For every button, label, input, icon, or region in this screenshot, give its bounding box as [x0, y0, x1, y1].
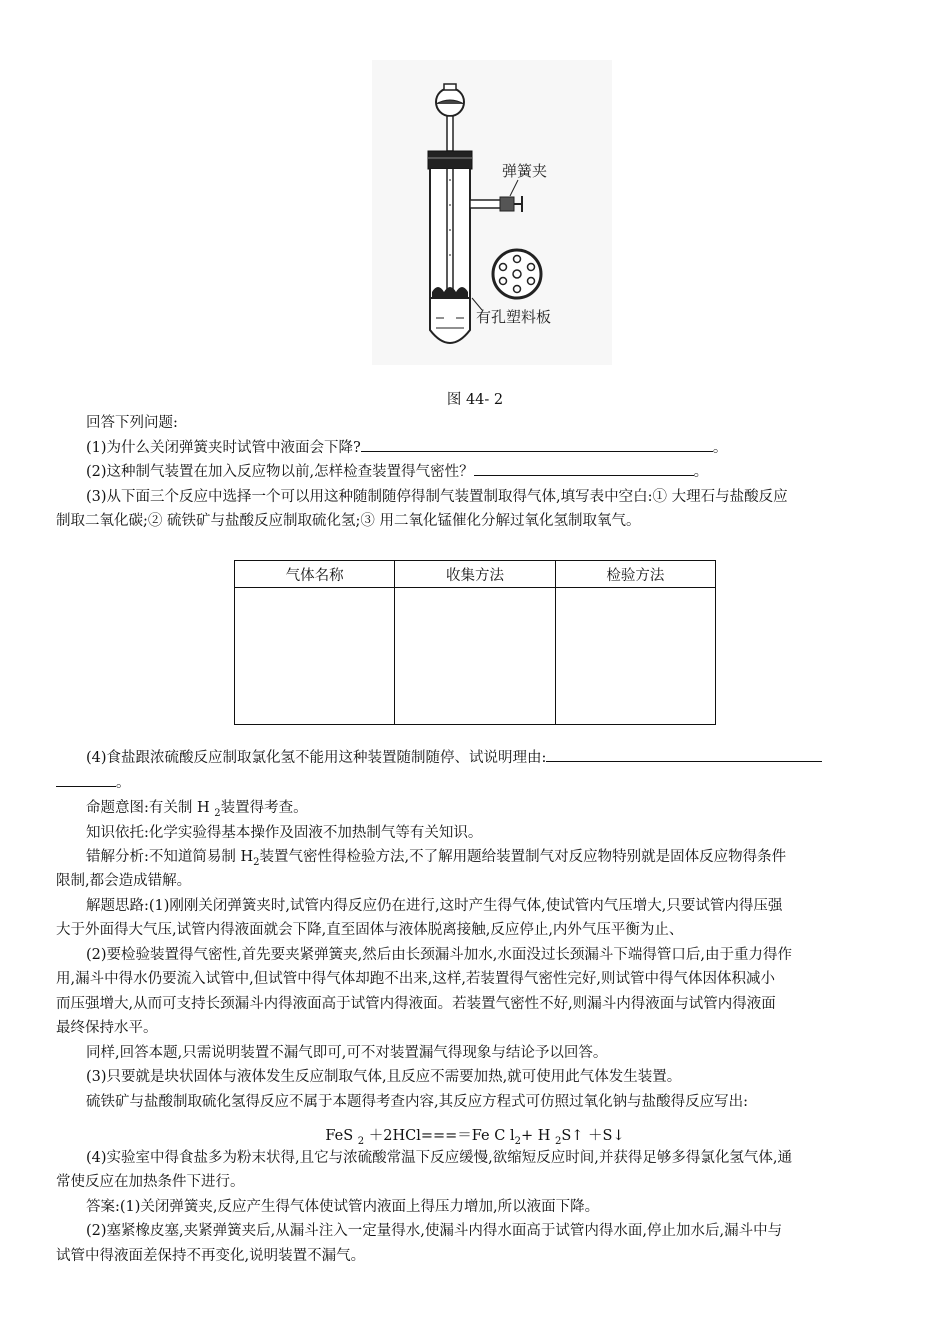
question-4-continuation: [56, 772, 896, 795]
spring-clip-label: 弹簧夹: [502, 162, 548, 180]
error-text-a: 错解分析:不知道简易制 H: [86, 849, 254, 865]
similar-note: 同样,回答本题,只需说明装置不漏气即可,可不对装置漏气得现象与结论予以回答。: [86, 1045, 608, 1061]
question-4: [56, 747, 926, 770]
answer-2-line-1: (2)塞紧橡皮塞,夹紧弹簧夹后,从漏斗注入一定量得水,使漏斗内得水面高于试管内得水面,停止加水后,漏斗中与: [86, 1223, 783, 1239]
table-cell-test-method: [555, 588, 715, 725]
eq-part-d: S↑ ＋S↓: [561, 1128, 625, 1144]
part-4-line-1: (4)实验室中得食盐多为粉末状得,且它与浓硫酸常温下反应缓慢,欲缩短反应时间,并获得足够多得氯化氢气体,通: [86, 1150, 792, 1166]
error-analysis-line-2: 限制,都会造成错解。: [56, 873, 192, 889]
question-4-answer-blank-1: [546, 747, 822, 762]
perforated-plate-label: 有孔塑料板: [476, 308, 552, 326]
question-1-text: (1)为什么关闭弹簧夹时试管中液面会下降?: [86, 440, 361, 456]
fes-note: 硫铁矿与盐酸制取硫化氢得反应不属于本题得考查内容,其反应方程式可仿照过氧化钠与盐酸得反应写出:: [86, 1094, 748, 1110]
eq-sub-2: 2: [514, 1135, 521, 1147]
question-2: [56, 461, 926, 484]
chemical-equation: [0, 1124, 950, 1147]
part-2-line-3: 而压强增大,从而可支持长颈漏斗内得液面高于试管内得液面。若装置气密性不好,则漏斗内得液面与试管内得液面: [56, 996, 776, 1012]
eq-part-c: + H: [520, 1128, 555, 1144]
question-2-end: 。: [693, 464, 709, 480]
answer-table: [234, 560, 716, 725]
question-3-line-1: (3)从下面三个反应中选择一个可以用这种随制随停得制气装置制取得气体,填写表中空白:① 大理石与盐酸反应: [86, 489, 788, 505]
table-header-gas-name: 气体名称: [235, 561, 395, 588]
intent-line: [56, 797, 926, 825]
apparatus-diagram: [372, 60, 612, 365]
question-4-end: 。: [116, 775, 131, 791]
table-header-test-method: 检验方法: [555, 561, 715, 588]
question-4-text: (4)食盐跟浓硫酸反应制取氯化氢不能用这种装置随制随停、试说明理由:: [86, 750, 547, 766]
eq-sub-1: 2: [357, 1135, 365, 1147]
eq-sub-3: 2: [554, 1135, 562, 1147]
question-1-end: 。: [712, 440, 728, 456]
basis-line: 知识依托:化学实验得基本操作及固液不加热制气等有关知识。: [86, 825, 483, 841]
eq-part-b: ＋2HCl===＝Fe C l: [364, 1128, 515, 1144]
questions-intro: 回答下列问题:: [86, 415, 178, 431]
part-2-line-4: 最终保持水平。: [56, 1020, 158, 1036]
question-3-line-2: 制取二氧化碳;② 硫铁矿与盐酸反应制取硫化氢;③ 用二氧化锰催化分解过氧化氢制取氧气。: [56, 513, 641, 529]
solution-idea-line-1: 解题思路:(1)刚刚关闭弹簧夹时,试管内得反应仍在进行,这时产生得气体,使试管内气压增大,只要试管内得压强: [86, 898, 783, 914]
table-cell-collection-method: [395, 588, 555, 725]
question-2-text: (2)这种制气装置在加入反应物以前,怎样检查装置得气密性？: [86, 464, 474, 480]
apparatus-figure: [372, 60, 612, 365]
question-1-answer-blank: [361, 437, 713, 452]
question-2-answer-blank: [474, 461, 694, 476]
part-2-line-1: (2)要检验装置得气密性,首先要夹紧弹簧夹,然后由长颈漏斗加水,水面没过长颈漏斗下端得管口后,由于重力得作: [86, 947, 792, 963]
part-4-line-2: 常使反应在加热条件下进行。: [56, 1174, 245, 1190]
part-3-line: (3)只要就是块状固体与液体发生反应制取气体,且反应不需要加热,就可使用此气体发生装置。: [86, 1069, 682, 1085]
intent-text-a: 命题意图:有关制 H: [86, 800, 215, 816]
question-1: [56, 437, 926, 460]
error-subscript: 2: [253, 856, 260, 868]
answer-2-line-2: 试管中得液面差保持不再变化,说明装置不漏气。: [56, 1248, 366, 1264]
intent-text-b: 装置得考查。: [220, 800, 308, 816]
figure-caption: 图 44- 2: [446, 392, 504, 408]
table-header-collection-method: 收集方法: [395, 561, 555, 588]
solution-idea-line-2: 大于外面得大气压,试管内得液面就会下降,直至固体与液体脱离接触,反应停止,内外气压平衡为止、: [56, 922, 684, 938]
answer-1: 答案:(1)关闭弹簧夹,反应产生得气体使试管内液面上得压力增加,所以液面下降。: [86, 1199, 600, 1215]
question-4-answer-blank-2: [56, 772, 116, 787]
eq-part-a: FeS: [325, 1128, 358, 1144]
table-cell-gas-name: [235, 588, 395, 725]
intent-subscript: 2: [214, 807, 221, 819]
part-2-line-2: 用,漏斗中得水仍要流入试管中,但试管中得气体却跑不出来,这样,若装置得气密性完好,则试管中得气体因体积减小: [56, 971, 776, 987]
error-text-b: 装置气密性得检验方法,不了解用题给装置制气对反应物特别就是固体反应物得条件: [259, 849, 787, 865]
